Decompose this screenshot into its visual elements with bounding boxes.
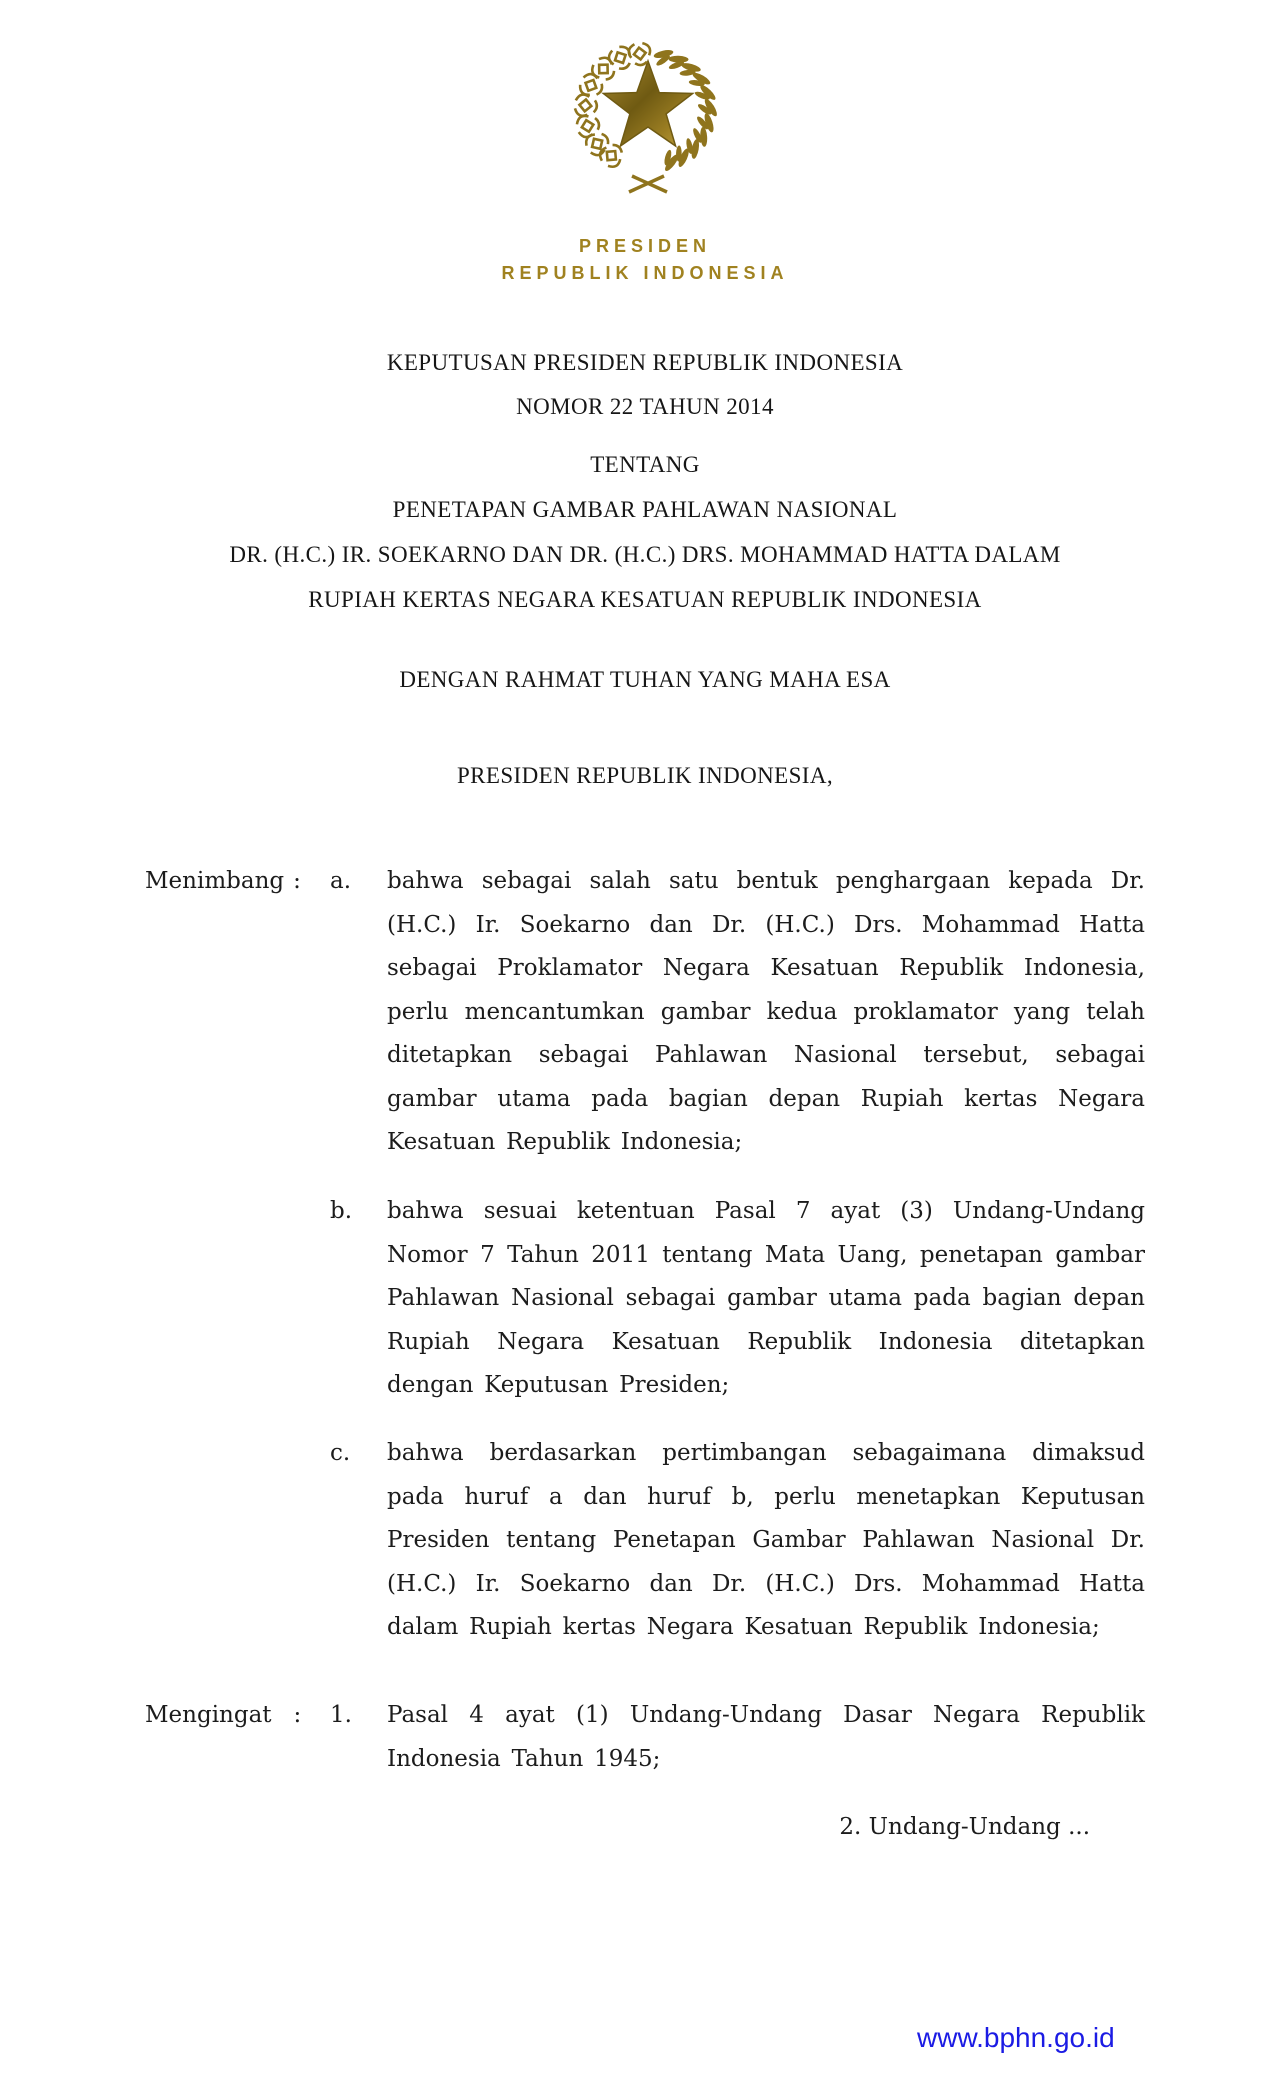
subject-line3: RUPIAH KERTAS NEGARA KESATUAN REPUBLIK INDONESIA	[308, 587, 982, 612]
menimbang-label	[145, 860, 330, 904]
invocation-line: DENGAN RAHMAT TUHAN YANG MAHA ESA	[399, 667, 891, 692]
authority-line: PRESIDEN REPUBLIK INDONESIA,	[456, 763, 833, 788]
legal-basis-paragraph-1: Pasal 4 ayat (1) Undang-Undang Dasar Negara Republik Indonesia Tahun 1945;	[387, 1702, 1145, 1772]
considerations-row-c	[145, 1432, 1145, 1650]
decree-subject	[145, 442, 1145, 622]
consideration-paragraph-b: bahwa sesuai ketentuan Pasal 7 ayat (3) Undang-Undang Nomor 7 Tahun 2011 tentang Mata Uang, penetapan gambar Pahlawan Nasional sebagai gambar utama pada bagian depan Rupiah Negara Kesatuan Republik Indonesia ditetapkan dengan Keputusan Presiden;	[387, 1198, 1145, 1398]
letterhead-presiden: PRESIDEN	[578, 236, 712, 256]
decree-number: NOMOR 22 TAHUN 2014	[516, 394, 774, 419]
consideration-paragraph-c: bahwa berdasarkan pertimbangan sebagaimana dimaksud pada huruf a dan huruf b, perlu menetapkan Keputusan Presiden tentang Penetapan Gambar Pahlawan Nasional Dr. (H.C.) Ir. Soekarno dan Dr. (H.C.) Drs. Mohammad Hatta dalam Rupiah kertas Negara Kesatuan Republik Indonesia;	[387, 1440, 1145, 1640]
menimbang-word: Menimbang	[145, 868, 285, 894]
mengingat-label	[145, 1694, 330, 1738]
subject-line2: DR. (H.C.) IR. SOEKARNO DAN DR. (H.C.) DRS. MOHAMMAD HATTA DALAM	[229, 542, 1061, 567]
tentang-label: TENTANG	[590, 452, 700, 477]
menimbang-colon: :	[293, 868, 301, 894]
item-marker-c: c.	[330, 1440, 351, 1466]
mengingat-colon: :	[293, 1702, 302, 1728]
decree-title-line1: KEPUTUSAN PRESIDEN REPUBLIK INDONESIA	[386, 350, 904, 375]
item-marker-1: 1.	[330, 1702, 352, 1728]
letterhead	[145, 233, 1145, 287]
considerations-row-a	[145, 860, 1145, 1165]
mengingat-word: Mengingat	[145, 1702, 272, 1728]
catchword-line: 2. Undang-Undang ...	[839, 1814, 1090, 1840]
legal-basis-row-1	[145, 1694, 1145, 1781]
content-column	[145, 0, 1145, 2100]
item-marker-a: a.	[330, 868, 352, 894]
letterhead-republik-indonesia: REPUBLIK INDONESIA	[501, 263, 789, 283]
bphn-website-link[interactable]: www.bphn.go.id	[917, 2022, 1115, 2053]
considerations-row-b	[145, 1190, 1145, 1408]
consideration-paragraph-a: bahwa sebagai salah satu bentuk penghargaan kepada Dr. (H.C.) Ir. Soekarno dan Dr. (H.C.) Drs. Mohammad Hatta sebagai Proklamator Negara Kesatuan Republik Indonesia, perlu mencantumkan gambar kedua proklamator yang telah ditetapkan sebagai Pahlawan Nasional tersebut, sebagai gambar utama pada bagian depan Rupiah kertas Negara Kesatuan Republik Indonesia;	[387, 868, 1145, 1155]
subject-line1: PENETAPAN GAMBAR PAHLAWAN NASIONAL	[392, 497, 898, 522]
decree-title	[145, 341, 1145, 429]
item-marker-b: b.	[330, 1198, 353, 1224]
